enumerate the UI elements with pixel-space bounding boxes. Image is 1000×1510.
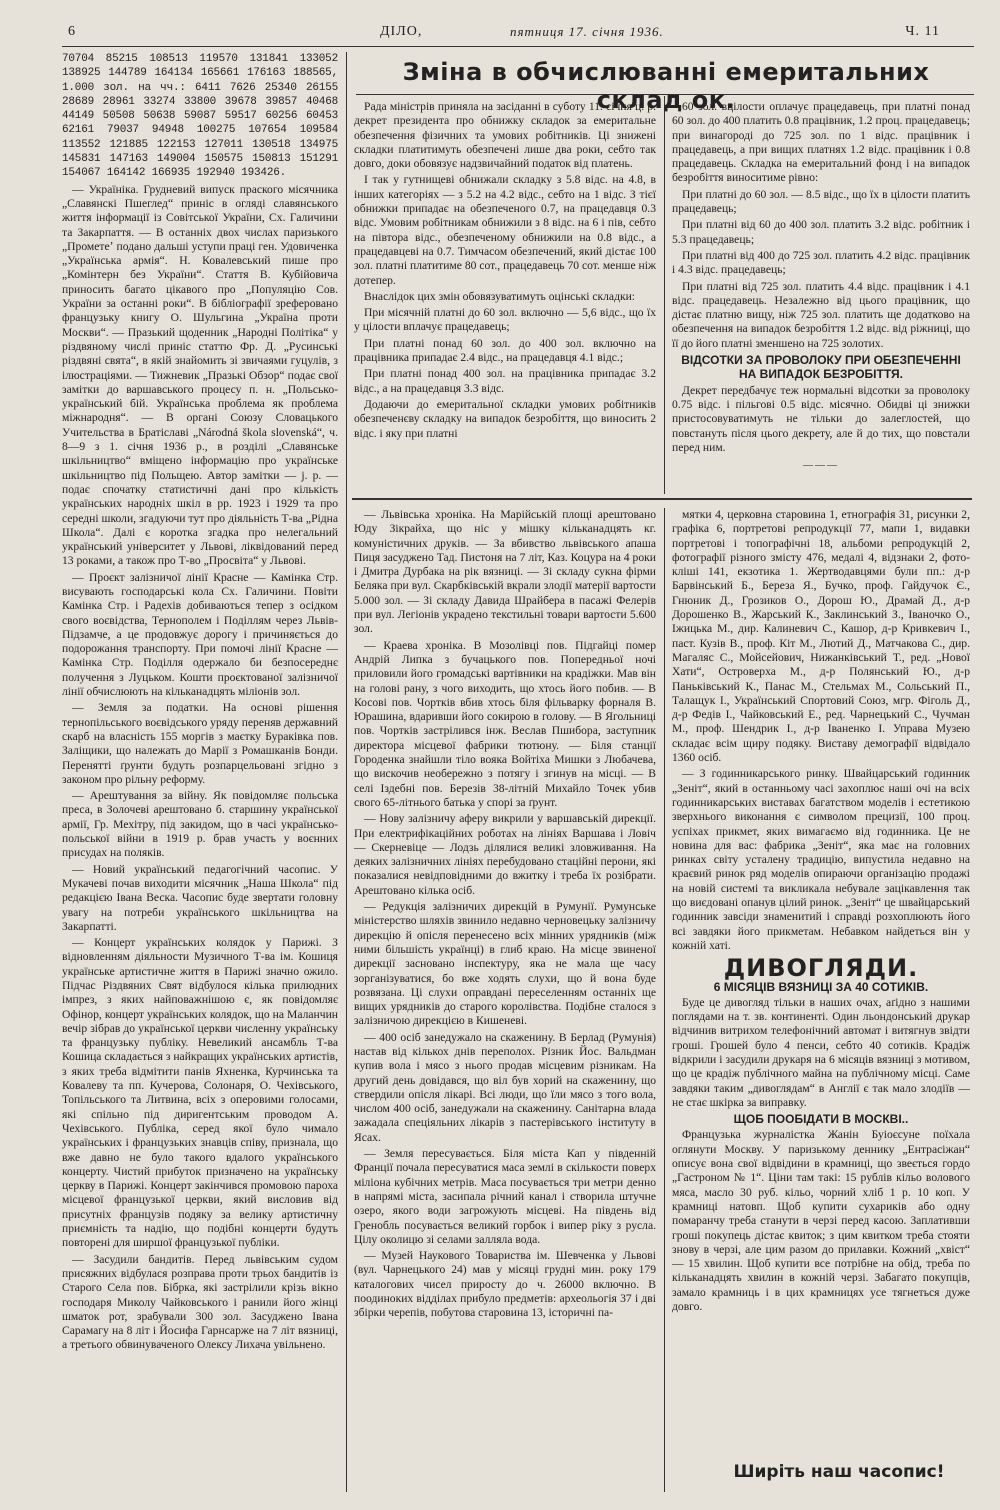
article-ukrainika: — Україніка. Грудневий випуск праского місячника „Славянскі Пшеглед“ приніс в огляді славянського життя інформації із Совітської України, Сх. Галичини та Закарпаття. — В останніх двох числах паризького „Прометеʼ подано дальші уступи праці ген. Удовиченка „Українська армія“. Н. Ковалевський пише про „Комінтерн без України“. Стаття В. Кубійовича приносить багато цікавого про „Популяцію Сов. України за останні роки“. В бібліографії зреферовано французьку книгу О. Шульгина „Україна проти Москви“. — Празький щоденник „Народні Політіка“ у різдвяному числі приніс статтю Фр. Д. „Русинські різдвяні свята“, в якій знайомить зі звичаями гуцулів, з ілюстраціями. — Тижневик „Празькі Обзор“ подає свої замітки до варшавського процесу п. н. „Польсько-український бій. Українська проблема як проблема міжнародня“. — В органі Союзу Словацького Учительства в Братіславі „Národná škola slovenská“, ч. 8—9 з 1. січня 1936 р., в розділі „Славянське шкільництво“ вміщено інформацію про українське шкільництво під Польщею. Автор замітки — j. p. — подає спочатку статистичні дані про кількість українських народніх шкіл в рр. 1923 і 1929 та про середні школи, згадуючи тут про діяльність Т-ва „Рідна Школа“. Далі є коротка згадка про нелегальний український університет у Львові, ліквідований перед 13 роками, а також про Т-во „Просвіта“ у Львові.: [62, 182, 338, 568]
column-divider-2: [664, 96, 665, 494]
decree-paragraph: При платні понад 60 зол. до 400 зол. включно на працівника припадає 2.4 відс., на працедавця 4.1 відс.;: [354, 336, 656, 365]
article-paris-concert: — Концерт українських колядок у Парижі. З відновленням діяльности Музичного Т-ва ім. Кошиця українське артистичне життя в Парижі значно ожило. Підчас Різдвяних Свят відбулося кілька прилюдних імпрез, з яких найповажнішою є, як повідомляє Офінор, концерт українських колядок, що на Маланчин вечір зібрав до української церкви численну українську та французьку публіку. Невеликий ансамбль Т-ва Кошица складається з найкращих українських артистів, з яких треба відмітити панів Яхненка, Курчинська та Ковалеву та пп. Кучерова, Солонаря, О. Чехівського, Топільського та Литвина, всіх з оперовими голосами, які спільно під диригентським проводом А. Чехівського. Публіка, серед якої було чимало українських і французьких знавців співу, признала, що вже давно не було такого вдалого українського концерту. Чистий прибуток призначено на українську церкву в Парижі. Концерт закінчився промовою пароха місцевої французької церкви, який висловив від присутніх французів подяку за велику артистичну приємність та надію, що подібні концерти будуть повторені для ширшої французької публіки.: [62, 936, 338, 1250]
column-2: [354, 100, 656, 492]
column-divider-1: [346, 52, 347, 1492]
article-rabies: — 400 осіб занедужало на скаженину. В Берлад (Румунія) настав від кількох днів переполох. Різник Йос. Вальдман купив вола і мясо з нього продав місцевим різникам. На другий день довідався, що віл був хорий на скаженину, що ствердили опісля лікарі. Всі люди, що їли мясо з того вола, числом 400 осіб, занедужали на скаженину. Санітарна влада зажадала спеціяльних лікарів з пастерівського інституту в Ясах.: [354, 1030, 656, 1144]
top-rule: [62, 46, 974, 47]
article-arrest-for-war: — Арештування за війну. Як повідомляє польська преса, в Золочеві арештовано б. старшину української армії, Гр. Мехітру, під закидом, що в часі українсько-польської війни в 1919 р. брав участь у воєнних присудах на поляків.: [62, 789, 338, 860]
article-new-pedagogical-journal: — Новий український педагогічний часопис. У Мукачеві почав виходити місячник „Наша Школа“ під редакцією Івана Веска. Часопис буде звертати головну увагу на потреби українського шкільництва на Закарпатті.: [62, 862, 338, 933]
article-romania-railway: — Редукція залізничих дирекцій в Румунії. Румунське міністерство шляхів звинило недавно черновецьку залізничу дирекцію й опісля перенесено всіх мінних урядників (між ними більшість українці) в глиб краю. На місце звиненої дирекції засновано інспектуру, яка не мала ще часу зорганізуватися, бо вже ходять слухи, що й вона буде розвязана. Ці слухи оправдані переселенням останніх ще вищих урядників до старого королівства. Подібне сталося з залізничою дирекцією в Кишеневі.: [354, 900, 656, 1028]
end-rule: ———: [803, 460, 839, 472]
decree-paragraph: При платні понад 400 зол. на працівника припадає 3.2 відс., а на працедавця 3.3 відс.: [354, 367, 656, 395]
issue-date: пятниця 17. січня 1936.: [510, 24, 664, 39]
decree-paragraph: При платні від 60 до 400 зол. платить 3.2 відс. робітник і 5.3 працедавець;: [672, 218, 970, 246]
subheading-prison: 6 МІСЯЦІВ ВЯЗНИЦІ ЗА 40 СОТИКІВ.: [713, 979, 929, 994]
article-watch-market: — З годинникарського ринку. Швайцарський годинник „Зеніт“, який в останньому часі захоплює наші очі на всіх годинникарських виставах багатством моделів і естетикою зверхнього виконання є символом прецизії, 100 проц. успіхах прикмет, яких вимагаємо від годинника. Це не новина для вас: фабрика „Зеніт“, яка має на головних ринках світу усталену традицію, випустила недавно на краєвий ринок ряд моделів опираючи організацію продажі на новій системі та викликала небувале зацікавлення так що виєдовані опанув цілий ринок. „Зеніт“ це швайцарський годинник завсіди знаменитий і справді розхоплюють його всі завдяки його прикметам. Небавком найдеться він у кожній хаті.: [672, 767, 970, 952]
article-moscow: Французька журналістка Жанін Буіоєсуне поїхала оглянути Москву. У паризькому деннику „Ентрасіжан“ описує вона свої відвідини в крамниці, що звеється гордо „Гастроном № 1“. Ціни там такі: 15 рублів кільо волового мяса, масло 30 руб. кільо, чорний хліб 1 р. 10 коп. У крамниці натовп. Щоб купити сухариків або одну помаранчу треба станути в черзі перед касою. Заплативши гроші покупець дістає квиток; з цим квитком треба стояти знову в черзі, але цим разом до прилавки. Кожний „хвіст“ — 15 хвилин. Щоб купити все потрібне на обід, треба по кільканадцять хвилин в кожній черзі. Забагато покупців, замало крамниць і в цих крамницях усе тягнеться дуже довго.: [672, 1128, 970, 1314]
decree-paragraph: При платні до 60 зол. — 8.5 відс., що їх в цілости платить працедавець;: [672, 187, 970, 216]
subheading-penalties: ВІДСОТКИ ЗА ПРОВОЛОКУ ПРИ ОБЕЗПЕЧЕННІ НА ВИПАДОК БЕЗРОБІТТЯ.: [681, 353, 961, 382]
article-land-for-taxes: — Земля за податки. На основі рішення тернопільського воєвідського уряду переняв державний скарб на власність 155 моргів з маєтку Бураківка пов. Заліщики, що належать до Марії з Ромашканів Бонди. Перенятті ґрунти будуть розпарцельовані згідно з законом про рільну реформу.: [62, 701, 338, 786]
decree-paragraph: І так у гутнищеві обнижали складку з 5.8 відс. на 4.8, в інших категоріях — з 5.2 на 4.2 відс., себто на 1 відс. З тієї обнижки припадає на обезпеченого 0.7, на працедавця 0.3 відс. Умовим робітникам обнижили з 8 відс. на 6 і пів, себто на півтора відс., обезпеченому обнижили на 0.8 відс., а працедавцеві на 0.7. Тимчасом обезпечений, який дістає 100 зол. платні платитиме 80 сот., працедавець 70 сот. менше ніж дотепер.: [354, 173, 656, 287]
decree-paragraph: Рада міністрів приняла на засіданні в суботу 11. січня ц. р. декрет президента про обнижку складок за емеритальне обезпечення фізичних та умових робітників. Ці знижені складки платитимуть обезпечені лише два роки, себто так довго, доки обовязує надзвичайний податок від платень.: [354, 100, 656, 171]
article-railway-project: — Проєкт залізничої лінії Красне — Камінка Стр. висувають господарські кола Сх. Галичини. Повіти Камінка Стр. і Радехів добиваються тепер з осідком свого воєвідства, Тернополем і Поділлям через Львів-Підзамче, а це продовжує дорогу і причиняється до подорожання транспорту. При помочі лінії Красне — Камінка Стр. Поділля одержало би безпосереднє получення з Луцьком. Кошти проєктованої залізничої лінії обчислюють на кільканадцять міліонів зол.: [62, 570, 338, 699]
column-3: [672, 100, 970, 492]
main-headline: Зміна в обчислюванні емеритальних склад ок.: [402, 58, 930, 114]
decree-paragraph: При платні від 725 зол. платить 4.4 відс. працівник і 4.1 відс. працедавець. Незалежно від цього працівник, що дістає платню вищу, ніж 725 зол. платить ще додатково на обезпечення на випадок безробіття 1.2 відс. від ріжниці, що її до його платні зменшено на 725 золотих.: [672, 279, 970, 350]
article-shevchenko-museum: — Музей Наукового Товариства ім. Шевченка у Львові (вул. Чарнецького 24) мав у місяці грудні мин. року 179 каталогових чисел приросту до ч. 26000 включно. В поодиноких відділах прибуло предметів: археольогія 37 і дві збірки черепів, побутова старовина 13, історичні па-: [354, 1249, 656, 1320]
subheading-moscow: ЩОБ ПООБІДАТИ В МОСКВІ..: [733, 1112, 909, 1127]
decree-paragraph: При місячній платні до 60 зол. включно — 5,6 відс., що їх у цілости вплачує працедавець;: [354, 306, 656, 334]
decree-paragraph: 60 зол. вцілости оплачує працедавець, при платні понад 60 зол. до 400 платить 0.8 працівник, 1.2 проц. працедавець; при винагороді до 725 зол. по 1 відс. працівник і працедавець, а при вищих платнях 1.2 відс. працівник і 0.8 працедавець. Складка на емеритальний фонд і на випадок безробіття виноситиме рівно:: [672, 100, 970, 185]
section-title-dyvohlyady: ДИВОГЛЯДИ.: [723, 954, 919, 983]
issue-number: Ч. 11: [905, 24, 940, 39]
article-regional-chronicle: — Краева хроніка. В Мозолівці пов. Підгайці помер Андрій Липка з бучацького пов. Попередньої ночі приловили його громадські вартівники на крадіжки. Мав він на голові рану, з чого виходить, що хтось його побив. — В Косові пов. Чортків вбив хтось біля фільварку форналя В. Юрашина, вдаривши його сокирою в голову. — В Ягольниці пов. Чортків застрілився інж. Веслав Пшибора, заступник директора місцевої фабрики тютюну. — Біля станції Городенка знайшли тіло вояка Войтіха Мишки з Любачева, що вискочив необережно з потягу і згинув на місці. — В селі Іздебні пов. Березів 38-літній Михайло Точек убив свого 65-літнього батька у спорі за ґрунт.: [354, 638, 656, 809]
decree-paragraph: При платні від 400 до 725 зол. платить 4.2 відс. працівник і 4.3 відс. працедавець;: [672, 248, 970, 277]
column-5: [672, 508, 970, 1458]
article-lviv-chronicle: — Львівська хроніка. На Марійській площі арештовано Юду Зікрайха, що ніс у мішку кільканадцять кг. комуністичних друків. — За вбивство львівського апаша Пиця засуджено Тад. Пистоня на 7 літ, Каз. Коцура на 4 роки і Дмитра Дурбака на рік вязниці. — Зі складу сукна фірми Беляка при вул. Скарбківській вкрали злодії матерії вартости 5.000 зол. — Зі складу Давида Шрайбера в пасажі Фелерів при вул. Легіонів украдено текстильні товари вартости 5.600 зол.: [354, 508, 656, 636]
article-land-moving: — Земля пересувається. Біля міста Кап у південній Франції почала пересуватися маса землі в скількости поверх міліона кубічних метрів. Маса посувається три метри денно в напрямі міста, засипала річний канал і створила штучне озеро, якого води загрожують місцеві. На південь від Гренобль посувається великий горбок і випер ріку з русла. Цілу околицю зі селами залляла вода.: [354, 1147, 656, 1246]
subscription-slogan: Ширіть наш часопис!: [733, 1462, 945, 1482]
decree-paragraph: Додаючи до емеритальної складки умових робітників обезпеченєву складку на випадок безробіття, що виносить 2 відс. і яку при платні: [354, 397, 656, 440]
column-4: [354, 508, 656, 1492]
article-railway-affair: — Нову залізничу аферу викрили у варшавській дирекції. При електрифікаційних роботах на лініях Варшава і Ловіч — Скерневіце — Лодзь ділялися великі зловживання. На деяких залізничних лініях перебудовано стаційні перони, які показалися невідповідними до вжитку і треба їх розібрати. Арештовано кілька осіб.: [354, 812, 656, 897]
article-bandits-sentenced: — Засудили бандитів. Перед львівським судом присяжних відбулася розправа проти трьох бандитів із Старого Села пов. Бібрка, які застрілили крізь вікно господаря Миколу Чайковського і ранили його жінці шматок рот, зрабували 300 зол. Засуджено Івана Сарамагу на 8 літ і Йосифа Гарнсарже на 7 літ вязниці, а третього обвинуваченого Олексу Лихача увільнено.: [62, 1252, 338, 1352]
column-1: [62, 52, 338, 1492]
decree-paragraph: Декрет передбачує теж нормальні відсотки за проволоку 0.75 відс. і пільгові 0.5 відс. місячно. Обидві ці знижки пристосовуватимуть не тільки до залеглостей, що повстануть після цього декрету, але й до тих, що повстали перед ним.: [672, 383, 970, 454]
lottery-numbers: 70704 85215 108513 119570 131841 133052 138925 144789 164134 165661 176163 188565, 1.000 зол. на чч.: 6411 7626 25340 26155 28689 28961 33274 33800 39678 39857 40468 44149 50508 50638 59087 59517 60256 60453 62161 79037 94948 100275 107654 109584 113552 121885 122153 127011 130518 134975 145831 147163 149004 150575 150813 151291 154067 164142 166935 192940 193426.: [62, 53, 338, 180]
museum-continuation: мятки 4, церковна старовина 1, етнографія 31, рисунки 2, графіка 6, портретові репродукції 77, мапи 1, видавки портретові і топографічні 18, альбоми репродукцій 2, фотографії різного змісту 476, медалі 4, відзнаки 2, фото-кліші 141, екзотика 1. Жертводавцями були пп.: д-р Барвінський Б., Береза Я., Бучко, проф. Гайдучок Є., Гнюник Д., Грозиков О., Дорош Ю., Драмай Д., д-р Дорошенко В., Жарський К., Заклинський З., Іваночко О., Іжицька М., дир. Калиневич С., Кашор, д-р Кривкевич І., паст. Кузів В., проф. Кіт М., Лютий Д., Матчакова С., дир. Магаляс С., Мойсейович, Нижанківський Т., ред. „Нової Хати“, Островерха М., д-р Полянський Ю., д-р Паньківський К., Панас М., Стельмах М., Сольський П., Талащук І., Український Спортовий Союз, мгр. Фіголь Д., д-р Федів І., Чайковський Е., ред. Чарнецький С., Чучман М., проф. Шендрик І., д-р Іваненко І. Управа Музею складає всім щиру подяку. Виставу демографії відвідало 1360 осіб.: [672, 508, 970, 765]
decree-paragraph: Внаслідок цих змін обовязуватимуть оцінські складки:: [364, 289, 636, 303]
page-number: 6: [68, 24, 76, 39]
section-separator: [352, 498, 972, 500]
masthead: [60, 24, 960, 48]
newspaper-name: ДІЛО,: [380, 24, 423, 39]
column-divider-3: [664, 508, 665, 1492]
article-prison: Буде це дивогляд тільки в наших очах, аґідно з нашими поглядами на т. зв. континенті. Один льондонський друкар відчинив витрихом телефонічний автомат і витягнув звідти гроші. Грошей було 4 пенси, себто 40 сотиків. Крадіж відкрили і засудили друкаря на 6 місяців вязниці з мотивом, що це крадіж публічного майна на публічному місці. Саме завдяки таким „дивоглядам“ в Англії є так мало злодіїв — не стає шкірка за виправку.: [672, 995, 970, 1109]
